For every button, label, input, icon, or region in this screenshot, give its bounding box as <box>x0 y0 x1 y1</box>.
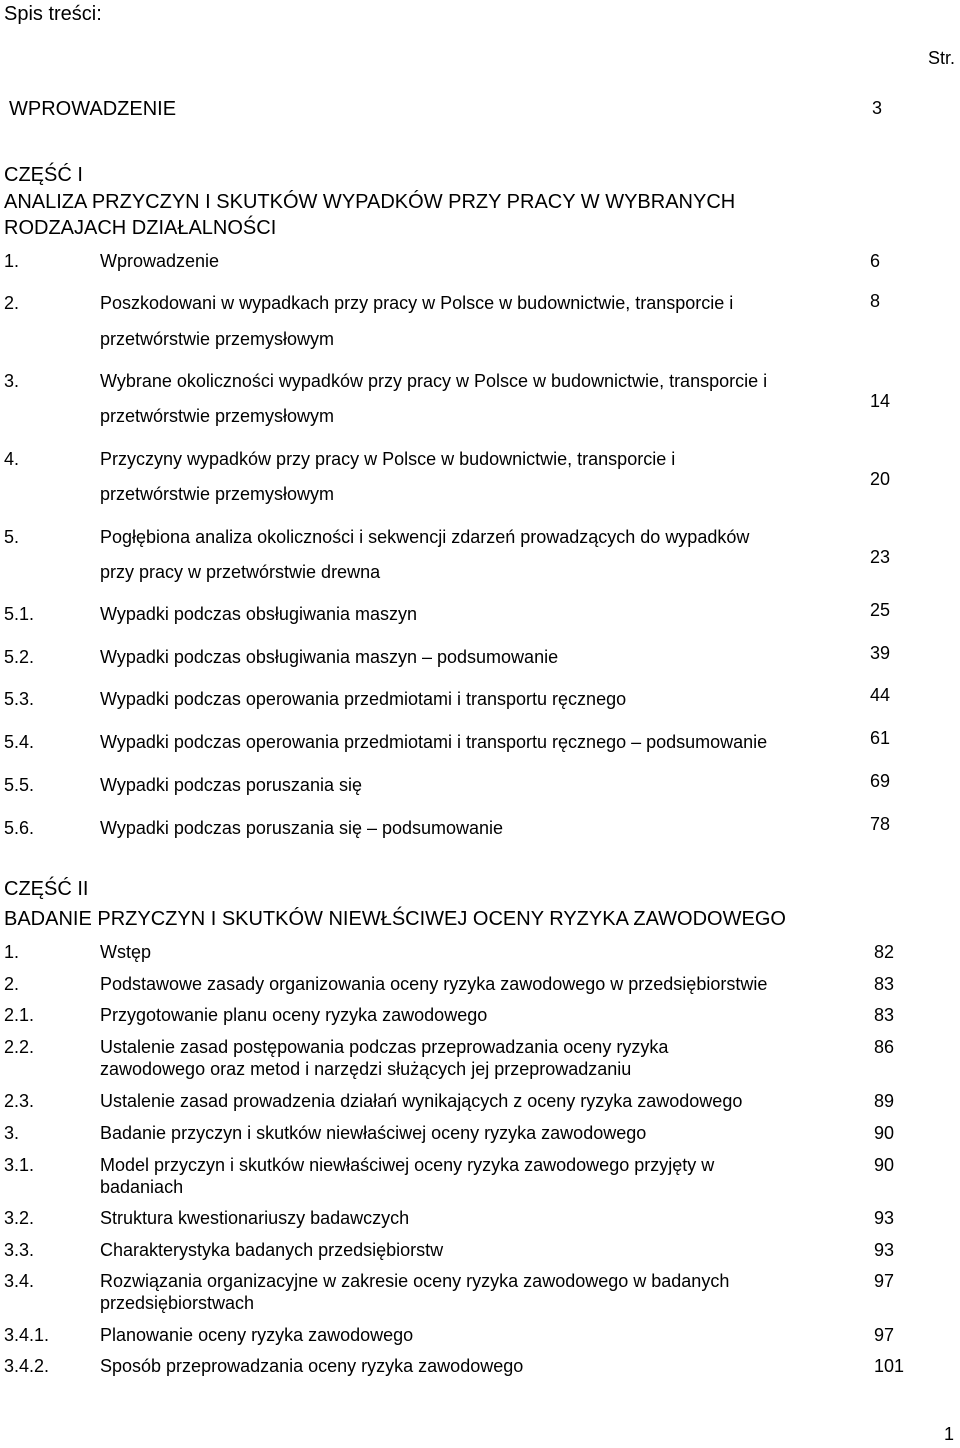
toc-item-label[interactable]: Rozwiązania organizacyjne w zakresie oceny ryzyka zawodowego w badanych przedsiębiorstwach <box>100 1271 730 1313</box>
toc-item-number: 5.4. <box>4 732 35 752</box>
toc-item-number: 3. <box>4 1123 20 1143</box>
toc-item-number: 3.4. <box>4 1271 35 1291</box>
toc-item-number: 3.2. <box>4 1208 35 1228</box>
toc-item-page: 25 <box>870 600 891 620</box>
toc-item-number: 3.4.1. <box>4 1325 50 1345</box>
toc-item-label[interactable]: Poszkodowani w wypadkach przy pracy w Polsce w budownictwie, transporcie i <box>100 293 734 313</box>
toc-item-label[interactable]: Planowanie oceny ryzyka zawodowego <box>100 1325 414 1345</box>
toc-item-number: 3.3. <box>4 1240 35 1260</box>
toc-item-page: 39 <box>870 643 891 663</box>
toc-item-page: 6 <box>870 251 881 271</box>
toc-title: Spis treści: <box>4 3 102 25</box>
toc-item-label[interactable]: Ustalenie zasad prowadzenia działań wynikających z oceny ryzyka zawodowego <box>100 1091 743 1111</box>
toc-item-number: 5.6. <box>4 818 35 838</box>
toc-item-label[interactable]: Wprowadzenie <box>100 251 220 271</box>
toc-item-label-cont[interactable]: przy pracy w przetwórstwie drewna <box>100 562 381 582</box>
toc-item-page: 89 <box>874 1091 895 1111</box>
toc-item-number: 3. <box>4 371 20 391</box>
part1-heading: CZĘŚĆ I <box>4 164 83 186</box>
toc-item-page: 14 <box>870 391 891 411</box>
toc-item-number: 3.1. <box>4 1155 35 1175</box>
toc-item-label[interactable]: Wypadki podczas poruszania się <box>100 775 362 795</box>
toc-item-number: 5.5. <box>4 775 35 795</box>
toc-item-number: 2. <box>4 293 20 313</box>
toc-item-page: 90 <box>874 1155 895 1175</box>
toc-item-label[interactable]: Model przyczyn i skutków niewłaściwej oceny ryzyka zawodowego przyjęty w badaniach <box>100 1155 715 1197</box>
toc-item-page: 90 <box>874 1123 895 1143</box>
toc-item-page: 82 <box>874 942 895 962</box>
toc-item-page: 83 <box>874 1005 895 1025</box>
toc-item-page: 61 <box>870 728 891 748</box>
toc-item-label-cont[interactable]: przetwórstwie przemysłowym <box>100 329 335 349</box>
toc-item-label[interactable]: Podstawowe zasady organizowania oceny ryzyka zawodowego w przedsiębiorstwie <box>100 974 768 994</box>
toc-item-label[interactable]: Wypadki podczas poruszania się – podsumowanie <box>100 818 504 838</box>
toc-item-page: 8 <box>870 291 881 311</box>
toc-item-label[interactable]: Badanie przyczyn i skutków niewłaściwej oceny ryzyka zawodowego <box>100 1123 647 1143</box>
part1-title-line1: ANALIZA PRZYCZYN I SKUTKÓW WYPADKÓW PRZY PRACY W WYBRANYCH <box>4 191 736 213</box>
toc-item-label[interactable]: Pogłębiona analiza okoliczności i sekwencji zdarzeń prowadzących do wypadków <box>100 527 750 547</box>
toc-item-label[interactable]: Wypadki podczas obsługiwania maszyn – podsumowanie <box>100 647 559 667</box>
toc-item-label-cont[interactable]: przetwórstwie przemysłowym <box>100 406 335 426</box>
toc-item-page: 97 <box>874 1325 895 1345</box>
toc-item-number: 2. <box>4 974 20 994</box>
toc-item-number: 1. <box>4 942 20 962</box>
toc-item-number: 5.1. <box>4 604 35 624</box>
toc-item-label[interactable]: Wypadki podczas operowania przedmiotami i transportu ręcznego <box>100 689 627 709</box>
toc-item-number: 5.2. <box>4 647 35 667</box>
toc-item-page: 20 <box>870 469 891 489</box>
toc-item-page: 93 <box>874 1240 895 1260</box>
toc-item-label[interactable]: Wypadki podczas operowania przedmiotami i transportu ręcznego – podsumowanie <box>100 732 768 752</box>
toc-item-label[interactable]: Sposób przeprowadzania oceny ryzyka zawodowego <box>100 1356 524 1376</box>
toc-item-label[interactable]: Wypadki podczas obsługiwania maszyn <box>100 604 417 624</box>
toc-item-page: 86 <box>874 1037 895 1057</box>
toc-item-number: 5. <box>4 527 20 547</box>
toc-item-label-cont[interactable]: przetwórstwie przemysłowym <box>100 484 335 504</box>
page-column-header: Str. <box>928 48 956 68</box>
intro-entry-page: 3 <box>872 98 883 118</box>
toc-item-page: 93 <box>874 1208 895 1228</box>
toc-item-page: 97 <box>874 1271 895 1291</box>
intro-entry-label[interactable]: WPROWADZENIE <box>9 98 177 120</box>
toc-item-number: 2.3. <box>4 1091 35 1111</box>
toc-item-page: 23 <box>870 547 891 567</box>
toc-item-label[interactable]: Ustalenie zasad postępowania podczas przeprowadzania oceny ryzyka zawodowego oraz metod i narzędzi służących jej przeprowadzaniu <box>100 1037 669 1079</box>
toc-item-number: 5.3. <box>4 689 35 709</box>
toc-item-label[interactable]: Charakterystyka badanych przedsiębiorstw <box>100 1240 444 1260</box>
toc-item-number: 2.1. <box>4 1005 35 1025</box>
toc-item-number: 1. <box>4 251 20 271</box>
toc-item-page: 78 <box>870 814 891 834</box>
part1-title-line2: RODZAJACH DZIAŁALNOŚCI <box>4 217 277 239</box>
toc-item-page: 101 <box>874 1356 905 1376</box>
part2-title: BADANIE PRZYCZYN I SKUTKÓW NIEWŁŚCIWEJ OCENY RYZYKA ZAWODOWEGO <box>4 908 786 930</box>
toc-item-page: 83 <box>874 974 895 994</box>
toc-item-page: 44 <box>870 685 891 705</box>
toc-item-number: 3.4.2. <box>4 1356 50 1376</box>
toc-item-label[interactable]: Wybrane okoliczności wypadków przy pracy w Polsce w budownictwie, transporcie i <box>100 371 768 391</box>
toc-item-number: 2.2. <box>4 1037 35 1057</box>
part2-heading: CZĘŚĆ II <box>4 878 89 900</box>
toc-item-page: 69 <box>870 771 891 791</box>
toc-item-label[interactable]: Przygotowanie planu oceny ryzyka zawodowego <box>100 1005 488 1025</box>
toc-item-label[interactable]: Przyczyny wypadków przy pracy w Polsce w budownictwie, transporcie i <box>100 449 676 469</box>
toc-item-number: 4. <box>4 449 20 469</box>
toc-item-label[interactable]: Struktura kwestionariuszy badawczych <box>100 1208 410 1228</box>
toc-item-label[interactable]: Wstęp <box>100 942 152 962</box>
page-number: 1 <box>944 1424 955 1444</box>
